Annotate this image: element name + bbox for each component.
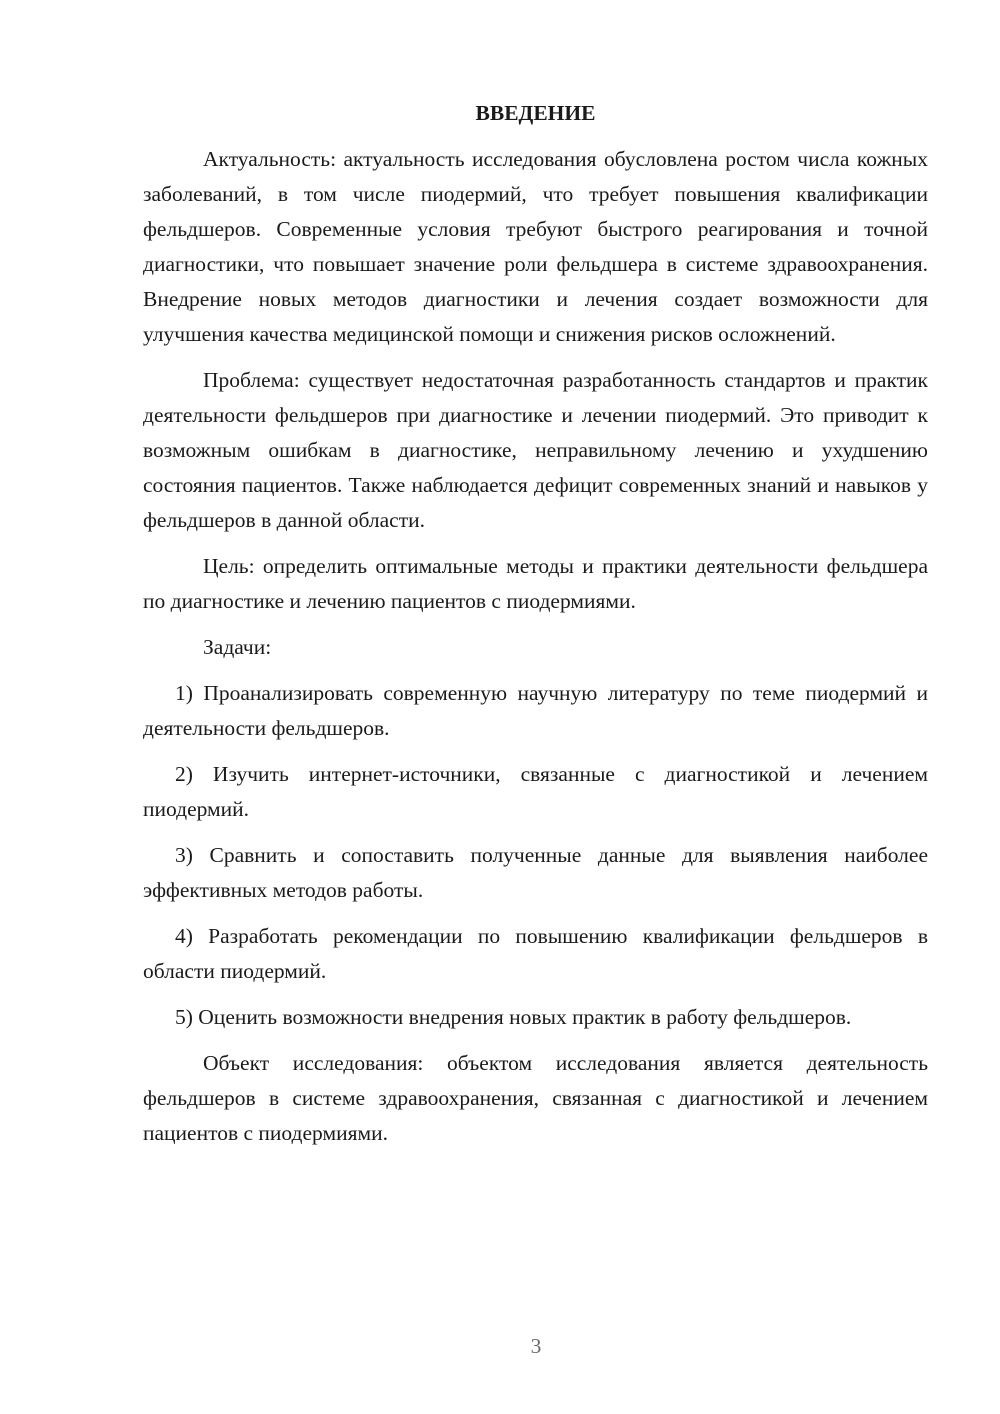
page-number: 3 bbox=[530, 1334, 542, 1358]
list-item: 4) Разработать рекомендации по повышению квалификации фельдшеров в области пиодермий. bbox=[143, 924, 928, 983]
section-title: ВВЕДЕНИЕ bbox=[475, 101, 596, 125]
page-content bbox=[143, 96, 928, 1162]
paragraph-object: Объект исследования: объектом исследования является деятельность фельдшеров в системе здравоохранения, связанная с диагностикой и лечением пациентов с пиодермиями. bbox=[143, 1051, 928, 1145]
list-item: 2) Изучить интернет-источники, связанные с диагностикой и лечением пиодермий. bbox=[143, 762, 928, 821]
paragraph-tasks-heading: Задачи: bbox=[203, 635, 272, 659]
paragraph-goal: Цель: определить оптимальные методы и практики деятельности фельдшера по диагностике и лечению пациентов с пиодермиями. bbox=[143, 554, 928, 613]
list-item: 5) Оценить возможности внедрения новых практик в работу фельдшеров. bbox=[175, 1005, 852, 1029]
list-item: 3) Сравнить и сопоставить полученные данные для выявления наиболее эффективных методов работы. bbox=[143, 843, 928, 902]
paragraph-relevance: Актуальность: актуальность исследования обусловлена ростом числа кожных заболеваний, в том числе пиодермий, что требует повышения квалификации фельдшеров. Современные условия требуют быстрого реагирования и точной диагностики, что повышает значение роли фельдшера в системе здравоохранения. Внедрение новых методов диагностики и лечения создает возможности для улучшения качества медицинской помощи и снижения рисков осложнений. bbox=[143, 147, 928, 346]
paragraph-problem: Проблема: существует недостаточная разработанность стандартов и практик деятельности фельдшеров при диагностике и лечении пиодермий. Это приводит к возможным ошибкам в диагностике, неправильному лечению и ухудшению состояния пациентов. Также наблюдается дефицит современных знаний и навыков у фельдшеров в данной области. bbox=[143, 368, 928, 532]
list-item: 1) Проанализировать современную научную литературу по теме пиодермий и деятельности фельдшеров. bbox=[143, 681, 928, 740]
